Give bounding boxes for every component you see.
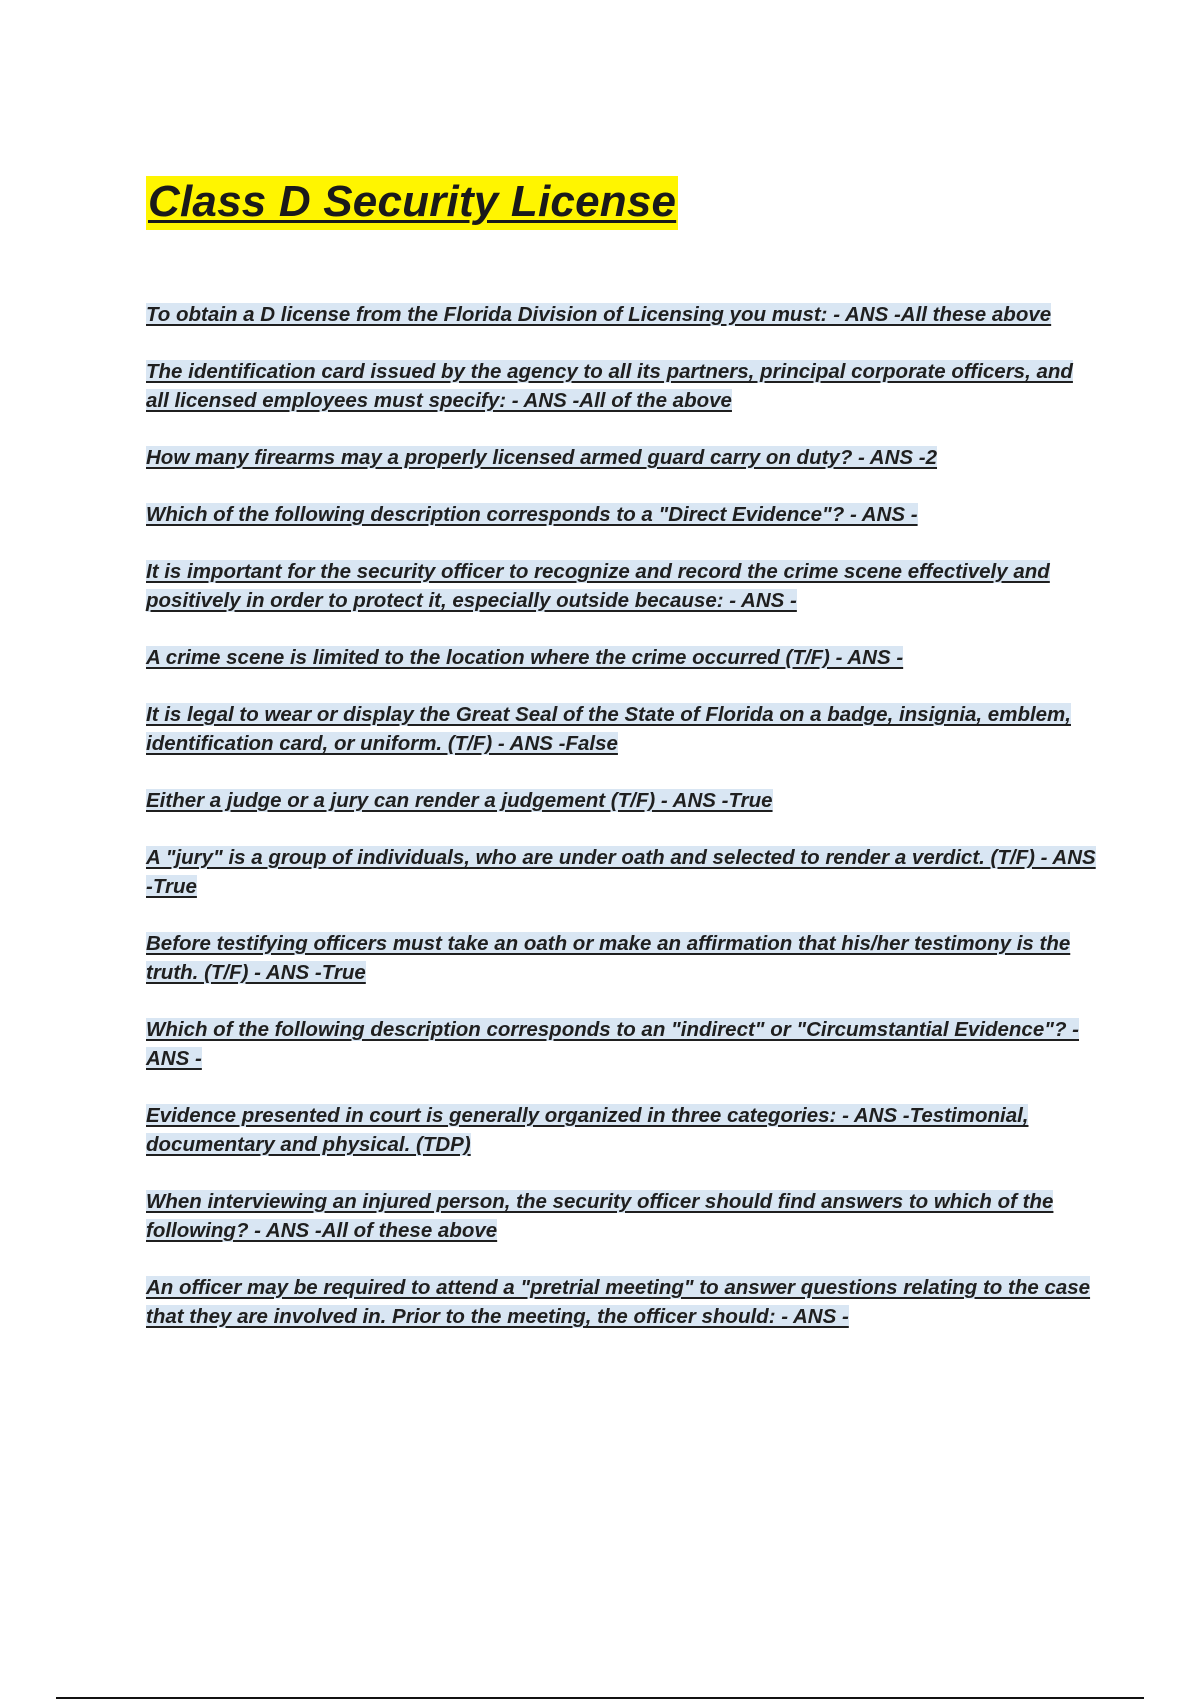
- qa-text: The identification card issued by the agency to all its partners, principal corporate officers, and all licensed employees must specify: - ANS -All of the above: [146, 360, 1073, 412]
- qa-text: When interviewing an injured person, the security officer should find answers to which of the following? - ANS -All of these above: [146, 1190, 1054, 1242]
- qa-item: [146, 929, 1096, 987]
- qa-item: [146, 557, 1096, 615]
- qa-text: How many firearms may a properly licensed armed guard carry on duty? - ANS -2: [146, 446, 938, 469]
- qa-text: Which of the following description corresponds to a "Direct Evidence"? - ANS -: [146, 503, 918, 526]
- qa-list: [146, 300, 1096, 1359]
- qa-item: [146, 700, 1096, 758]
- qa-item: [146, 443, 1096, 472]
- qa-text: Either a judge or a jury can render a judgement (T/F) - ANS -True: [146, 789, 773, 812]
- qa-item: [146, 357, 1096, 415]
- title-block: [146, 176, 678, 230]
- qa-item: [146, 1101, 1096, 1159]
- qa-text: It is important for the security officer to recognize and record the crime scene effectively and positively in order to protect it, especially outside because: - ANS -: [146, 560, 1050, 612]
- page-title: Class D Security License: [146, 176, 678, 230]
- qa-item: [146, 843, 1096, 901]
- qa-item: [146, 786, 1096, 815]
- qa-text: A crime scene is limited to the location where the crime occurred (T/F) - ANS -: [146, 646, 904, 669]
- qa-text: Which of the following description corresponds to an "indirect" or "Circumstantial Evidence"? - ANS -: [146, 1018, 1080, 1070]
- qa-item: [146, 300, 1096, 329]
- qa-item: [146, 1015, 1096, 1073]
- qa-item: [146, 500, 1096, 529]
- qa-item: [146, 1187, 1096, 1245]
- qa-text: It is legal to wear or display the Great Seal of the State of Florida on a badge, insignia, emblem, identification card, or uniform. (T/F) - ANS -False: [146, 703, 1071, 755]
- qa-text: Before testifying officers must take an oath or make an affirmation that his/her testimony is the truth. (T/F) - ANS -True: [146, 932, 1071, 984]
- qa-text: An officer may be required to attend a "pretrial meeting" to answer questions relating to the case that they are involved in. Prior to the meeting, the officer should: - ANS -: [146, 1276, 1091, 1328]
- qa-text: To obtain a D license from the Florida Division of Licensing you must: - ANS -All these above: [146, 303, 1052, 326]
- qa-item: [146, 643, 1096, 672]
- qa-text: A "jury" is a group of individuals, who are under oath and selected to render a verdict. (T/F) - ANS -True: [146, 846, 1096, 898]
- qa-item: [146, 1273, 1096, 1331]
- qa-text: Evidence presented in court is generally organized in three categories: - ANS -Testimonial, documentary and physical. (TDP): [146, 1104, 1029, 1156]
- footer-rule: [56, 1697, 1144, 1699]
